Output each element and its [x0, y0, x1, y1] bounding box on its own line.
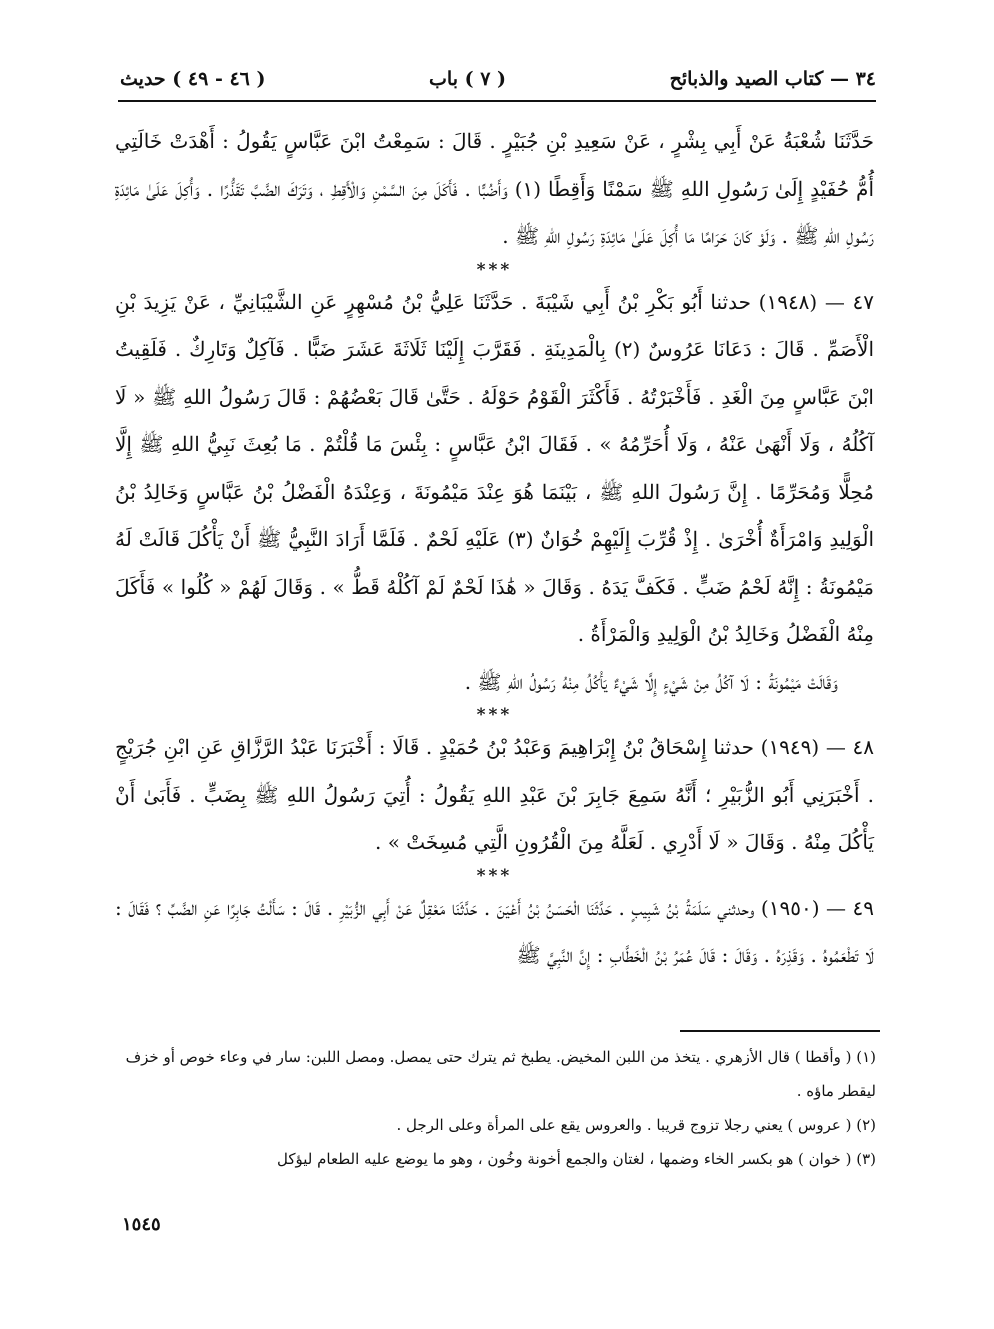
footnote-divider: [680, 1030, 880, 1032]
footnote: (١) ( وأقطا ) قال الأزهري . يتخذ من اللبن المخيض. يطبخ ثم يترك حتى يمصل. ومصل اللبن: سار في وعاء خوص أو خزف ليقطر ماؤه .: [125, 1048, 876, 1100]
header-chapter: ( ٧ ) باب: [429, 68, 507, 90]
section-separator: ***: [476, 865, 513, 886]
header-divider: [118, 100, 876, 102]
section-separator: ***: [476, 259, 513, 280]
page-number: ١٥٤٥: [122, 1214, 161, 1235]
section-separator: ***: [476, 705, 513, 725]
hadith-paragraph: حَدَّثَنَا شُعْبَةُ عَنْ أَبِي بِشْرٍ ، عَنْ سَعِيدِ بْنِ جُبَيْرٍ . قَالَ : سَمِعْتُ ابْنَ عَبَّاسٍ يَقُولُ : أَهْدَتْ خَالَتِي أُمُّ حُفَيْدٍ إِلَىٰ رَسُولِ اللهِ ﷺ سَمْنًا وَأَقِطًا (١) وَأَضُبًّا . فَأَكَلَ مِنَ السَّمْنِ وَالْأَقِطِ ، وَتَرَكَ الضَّبَّ تَقَذُّرًا . وَأُكِلَ عَلَىٰ مَائِدَةِ رَسُولِ اللهِ ﷺ . وَلَوْ كَانَ حَرَامًا مَا أُكِلَ عَلَىٰ مَائِدَةِ رَسُولِ اللهِ ﷺ .: [115, 129, 874, 248]
header-book-title: ٣٤ — كتاب الصيد والذبائح: [669, 68, 876, 90]
header-hadith-range: ( ٤٦ - ٤٩ ) حديث: [120, 68, 266, 90]
footnote: (٣) ( خوان ) هو بكسر الخاء وضمها ، لغتان والجمع أخونة وخُون ، وهو ما يوضع عليه الطعام ليؤكل: [277, 1150, 876, 1168]
hadith-paragraph: ٤٨ — (١٩٤٩) حدثنا إِسْحَاقُ بْنُ إِبْرَاهِيمَ وَعَبْدُ بْنُ حُمَيْدٍ . قَالَا : أَخْبَرَنَا عَبْدُ الرَّزَّاقِ عَنِ ابْنِ جُرَيْجٍ . أَخْبَرَنِي أَبُو الزُّبَيْرِ ؛ أَنَّهُ سَمِعَ جَابِرَ بْنَ عَبْدِ اللهِ يَقُولُ : أُتِيَ رَسُولُ اللهِ ﷺ بِضَبٍّ . فَأَبَىٰ أَنْ يَأْكُلَ مِنْهُ . وَقَالَ « لَا أَدْرِي . لَعَلَّهُ مِنَ الْقُرُونِ الَّتِي مُسِخَتْ » .: [115, 735, 874, 854]
running-header: [120, 62, 876, 96]
main-text: [115, 118, 874, 980]
hadith-paragraph: وَقَالَتْ مَيْمُونَةُ : لَا آكُلُ مِنْ شَيْءٍ إِلَّا شَيْءٌ يَأْكُلُ مِنْهُ رَسُولُ اللهِ ﷺ .: [464, 669, 838, 694]
hadith-paragraph: ٤٩ — (١٩٥٠) وحدثني سَلَمَةُ بْنُ شَبِيبٍ . حَدَّثَنَا الْحَسَنُ بْنُ أَعْيَنَ . حَدَّثَنَا مَعْقِلٌ عَنْ أَبِي الزُّبَيْرِ . قَالَ : سَأَلْتُ جَابِرًا عَنِ الضَّبِّ ؟ فَقَالَ : لَا تَطْعَمُوهُ . وَقَذِرَهُ . وَقَالَ : قَالَ عُمَرُ بْنُ الْخَطَّابِ : إِنَّ النَّبِيَّ ﷺ: [115, 895, 874, 967]
hadith-paragraph: ٤٧ — (١٩٤٨) حدثنا أَبُو بَكْرِ بْنُ أَبِي شَيْبَةَ . حَدَّثَنَا عَلِيُّ بْنُ مُسْهِرٍ عَنِ الشَّيْبَانِيِّ ، عَنْ يَزِيدَ بْنِ الْأَصَمِّ . قَالَ : دَعَانَا عَرُوسٌ (٢) بِالْمَدِينَةِ . فَقَرَّبَ إِلَيْنَا ثَلَاثَةَ عَشَرَ ضَبًّا . فَآكِلٌ وَتَارِكٌ . فَلَقِيتُ ابْنَ عَبَّاسٍ مِنَ الْغَدِ . فَأَخْبَرْتُهُ . فَأَكْثَرَ الْقَوْمُ حَوْلَهُ . حَتَّىٰ قَالَ بَعْضُهُمْ : قَالَ رَسُولُ اللهِ ﷺ « لَا آكُلُهُ ، وَلَا أَنْهَىٰ عَنْهُ ، وَلَا أُحَرِّمُهُ » . فَقَالَ ابْنُ عَبَّاسٍ : بِئْسَ مَا قُلْتُمْ . مَا بُعِثَ نَبِيُّ اللهِ ﷺ إِلَّا مُحِلًّا وَمُحَرِّمًا . إِنَّ رَسُولَ اللهِ ﷺ ، بَيْنَمَا هُوَ عِنْدَ مَيْمُونَةَ ، وَعِنْدَهُ الْفَضْلُ بْنُ عَبَّاسٍ وَخَالِدُ بْنُ الْوَلِيدِ وَامْرَأَةٌ أُخْرَىٰ . إِذْ قُرِّبَ إِلَيْهِمْ خُوَانٌ (٣) عَلَيْهِ لَحْمٌ . فَلَمَّا أَرَادَ النَّبِيُّ ﷺ أَنْ يَأْكُلَ قَالَتْ لَهُ مَيْمُونَةُ : إِنَّهُ لَحْمُ ضَبٍّ . فَكَفَّ يَدَهُ . وَقَالَ « هَٰذَا لَحْمٌ لَمْ آكُلْهُ قَطُّ » . وَقَالَ لَهُمْ « كُلُوا » فَأَكَلَ مِنْهُ الْفَضْلُ وَخَالِدُ بْنُ الْوَلِيدِ وَالْمَرْأَةُ .: [115, 289, 875, 646]
footnote: (٢) ( عروس ) يعني رجلا تزوج قريبا . والعروس يقع على المرأة وعلى الرجل .: [396, 1116, 876, 1134]
footnotes: [90, 1040, 876, 1176]
